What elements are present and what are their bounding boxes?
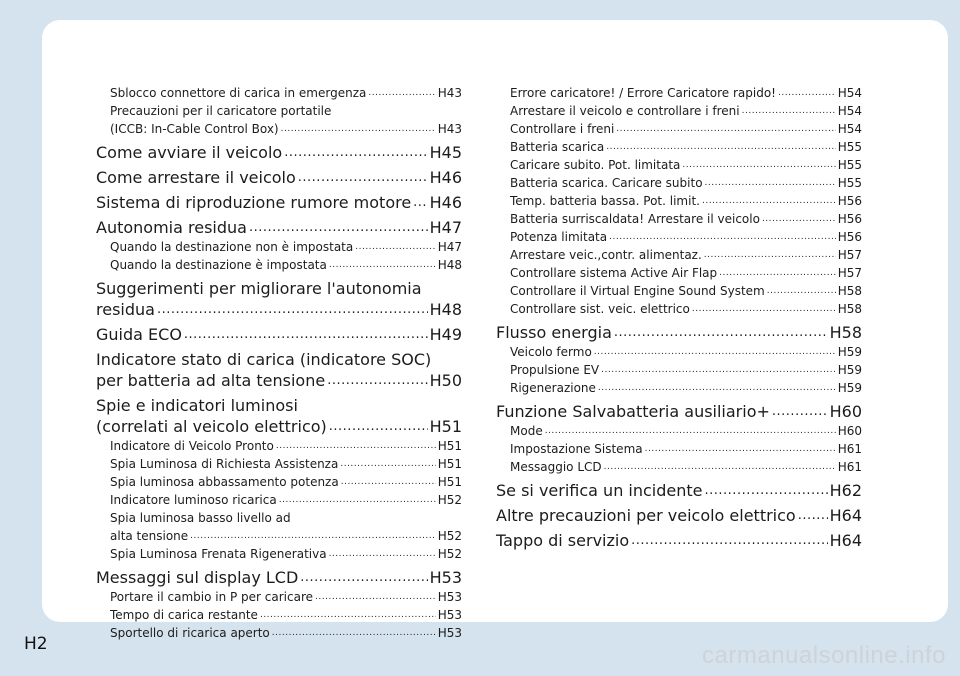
dot-leader [762, 208, 836, 228]
entry-page-number: H45 [429, 143, 462, 162]
entry-page-number: H52 [437, 529, 462, 543]
entry-page-number: H58 [837, 302, 862, 316]
entry-title: Quando la destinazione è impostata [110, 258, 327, 272]
dot-leader [329, 254, 436, 274]
entry-page-number: H59 [837, 363, 862, 377]
dot-leader [598, 377, 836, 397]
entry-title: Come arrestare il veicolo [96, 168, 296, 187]
dot-leader [798, 503, 828, 526]
entry-page-number: H58 [837, 284, 862, 298]
entry-title: Spia luminosa abbassamento potenza [110, 475, 339, 489]
entry-title: Sblocco connettore di carica in emergenza [110, 86, 367, 100]
toc-subsection-entry[interactable] [496, 379, 862, 397]
dot-leader [702, 190, 836, 210]
toc-section-entry[interactable] [496, 505, 862, 526]
dot-leader [260, 604, 436, 624]
dot-leader [682, 154, 835, 174]
toc-subsection-entry[interactable] [96, 545, 462, 563]
entry-page-number: H57 [837, 266, 862, 280]
entry-title: Altre precauzioni per veicolo elettrico [496, 506, 796, 525]
toc-section-entry[interactable] [96, 299, 462, 320]
dot-leader [609, 226, 836, 246]
dot-leader [329, 414, 428, 437]
entry-page-number: H52 [437, 547, 462, 561]
entry-page-number: H62 [829, 481, 862, 500]
entry-title: Propulsione EV [510, 363, 600, 377]
toc-heading-line[interactable]: Precauzioni per il caricatore portatile [110, 104, 332, 118]
entry-title: Controllare sist. veic. elettrico [510, 302, 690, 316]
entry-page-number: H56 [837, 194, 862, 208]
toc-section-entry[interactable] [96, 142, 462, 163]
entry-title: (correlati al veicolo elettrico) [96, 417, 327, 436]
dot-leader [772, 399, 828, 422]
entry-title: Messaggio LCD [510, 460, 602, 474]
entry-page-number: H59 [837, 345, 862, 359]
entry-page-number: H53 [429, 568, 462, 587]
entry-title: Quando la destinazione non è impostata [110, 240, 354, 254]
entry-page-number: H60 [829, 402, 862, 421]
dot-leader [692, 298, 836, 318]
toc-section-entry[interactable] [96, 416, 462, 437]
entry-title: Mode [510, 424, 543, 438]
dot-leader [190, 525, 436, 545]
entry-page-number: H43 [437, 86, 462, 100]
entry-page-number: H61 [837, 442, 862, 456]
dot-leader [355, 236, 435, 256]
dot-leader [545, 420, 836, 440]
dot-leader [341, 471, 436, 491]
dot-leader [704, 244, 836, 264]
entry-page-number: H64 [829, 506, 862, 525]
toc-heading-line[interactable]: Suggerimenti per migliorare l'autonomia [96, 279, 422, 298]
entry-page-number: H46 [429, 193, 462, 212]
entry-page-number: H61 [837, 460, 862, 474]
entry-title: Messaggi sul display LCD [96, 568, 299, 587]
entry-page-number: H54 [837, 86, 862, 100]
entry-title: Impostazione Sistema [510, 442, 643, 456]
dot-leader [276, 435, 436, 455]
entry-page-number: H51 [437, 457, 462, 471]
dot-leader [300, 565, 427, 588]
entry-title: Potenza limitata [510, 230, 608, 244]
entry-page-number: H56 [837, 212, 862, 226]
entry-title: Guida ECO [96, 325, 182, 344]
dot-leader [705, 478, 828, 501]
entry-title: Indicatore luminoso ricarica [110, 493, 277, 507]
toc-section-entry[interactable] [96, 567, 462, 588]
entry-title: (ICCB: In-Cable Control Box) [110, 122, 279, 136]
entry-title: Se si verifica un incidente [496, 481, 703, 500]
entry-title: Batteria surriscaldata! Arrestare il veicolo [510, 212, 760, 226]
entry-page-number: H52 [437, 493, 462, 507]
entry-page-number: H55 [837, 140, 862, 154]
entry-title: alta tensione [110, 529, 189, 543]
dot-leader [767, 280, 836, 300]
toc-section-entry[interactable] [96, 324, 462, 345]
entry-title: residua [96, 300, 155, 319]
entry-title: Rigenerazione [510, 381, 596, 395]
watermark: carmanualsonline.info [702, 642, 946, 669]
entry-title: Caricare subito. Pot. limitata [510, 158, 681, 172]
entry-page-number: H47 [429, 218, 462, 237]
dot-leader [279, 489, 436, 509]
page-number: H2 [24, 634, 48, 654]
toc-section-entry[interactable] [496, 530, 862, 551]
entry-page-number: H48 [429, 300, 462, 319]
entry-page-number: H60 [837, 424, 862, 438]
entry-title: Come avviare il veicolo [96, 143, 283, 162]
entry-page-number: H54 [837, 104, 862, 118]
entry-page-number: H57 [837, 248, 862, 262]
toc-section-entry[interactable] [496, 480, 862, 501]
dot-leader [778, 82, 836, 102]
dot-leader [315, 586, 436, 606]
entry-page-number: H51 [437, 475, 462, 489]
entry-page-number: H55 [837, 176, 862, 190]
entry-title: Flusso energia [496, 323, 612, 342]
dot-leader [281, 118, 436, 138]
entry-title: Sistema di riproduzione rumore motore [96, 193, 412, 212]
toc-subsection-entry[interactable] [96, 624, 462, 642]
dot-leader [594, 341, 836, 361]
entry-page-number: H58 [829, 323, 862, 342]
toc-section-entry[interactable] [96, 192, 462, 213]
toc-left-column [96, 84, 462, 642]
dot-leader [184, 322, 428, 345]
toc-right-column [496, 84, 862, 551]
entry-page-number: H59 [837, 381, 862, 395]
entry-title: Controllare i freni [510, 122, 615, 136]
entry-page-number: H53 [437, 626, 462, 640]
dot-leader [368, 82, 435, 102]
dot-leader [157, 297, 428, 320]
dot-leader [413, 190, 427, 213]
toc-section-entry[interactable] [96, 167, 462, 188]
entry-title: Autonomia residua [96, 218, 247, 237]
dot-leader [742, 100, 836, 120]
entry-title: Funzione Salvabatteria ausiliario+ [496, 402, 770, 421]
entry-title: Temp. batteria bassa. Pot. limit. [510, 194, 700, 208]
entry-page-number: H64 [829, 531, 862, 550]
entry-page-number: H53 [437, 608, 462, 622]
entry-title: Sportello di ricarica aperto [110, 626, 270, 640]
entry-title: Batteria scarica. Caricare subito [510, 176, 703, 190]
toc-heading-line[interactable]: Spie e indicatori luminosi [96, 396, 298, 415]
entry-page-number: H56 [837, 230, 862, 244]
entry-page-number: H55 [837, 158, 862, 172]
entry-title: Tempo di carica restante [110, 608, 258, 622]
dot-leader [645, 438, 836, 458]
dot-leader [298, 165, 428, 188]
dot-leader [340, 453, 435, 473]
entry-page-number: H54 [837, 122, 862, 136]
dot-leader [614, 320, 828, 343]
toc-subsection-entry[interactable] [96, 84, 462, 102]
entry-title: Controllare sistema Active Air Flap [510, 266, 718, 280]
entry-title: Batteria scarica [510, 140, 605, 154]
dot-leader [631, 528, 828, 551]
dot-leader [604, 456, 836, 476]
toc-subsection-entry[interactable] [496, 458, 862, 476]
entry-title: Indicatore di Veicolo Pronto [110, 439, 274, 453]
dot-leader [272, 622, 436, 642]
dot-leader [329, 543, 436, 563]
entry-page-number: H49 [429, 325, 462, 344]
dot-leader [249, 215, 428, 238]
dot-leader [705, 172, 836, 192]
dot-leader [719, 262, 836, 282]
toc-section-entry[interactable] [96, 217, 462, 238]
entry-page-number: H51 [429, 417, 462, 436]
toc-section-entry[interactable] [496, 322, 862, 343]
entry-title: Controllare il Virtual Engine Sound System [510, 284, 765, 298]
entry-page-number: H51 [437, 439, 462, 453]
toc-subsection-entry[interactable] [96, 491, 462, 509]
entry-title: Spia Luminosa Frenata Rigenerativa [110, 547, 327, 561]
toc-section-entry[interactable] [496, 401, 862, 422]
entry-title: Veicolo fermo [510, 345, 592, 359]
toc-subsection-entry[interactable] [96, 256, 462, 274]
toc-subsection-entry[interactable] [496, 300, 862, 318]
entry-title: Errore caricatore! / Errore Caricatore rapido! [510, 86, 776, 100]
entry-title: Tappo di servizio [496, 531, 630, 550]
entry-page-number: H43 [437, 122, 462, 136]
entry-page-number: H46 [429, 168, 462, 187]
toc-subsection-entry[interactable] [96, 120, 462, 138]
dot-leader [616, 118, 835, 138]
entry-title: Arrestare veic.,contr. alimentaz. [510, 248, 702, 262]
toc-section-entry[interactable] [96, 370, 462, 391]
entry-page-number: H53 [437, 590, 462, 604]
entry-title: Portare il cambio in P per caricare [110, 590, 314, 604]
toc-heading-line[interactable]: Spia luminosa basso livello ad [110, 511, 291, 525]
entry-title: Arrestare il veicolo e controllare i freni [510, 104, 740, 118]
toc-heading-line[interactable]: Indicatore stato di carica (indicatore SOC) [96, 350, 432, 369]
dot-leader [601, 359, 836, 379]
dot-leader [284, 140, 427, 163]
entry-title: Spia Luminosa di Richiesta Assistenza [110, 457, 339, 471]
dot-leader [606, 136, 835, 156]
dot-leader [327, 368, 427, 391]
entry-page-number: H48 [437, 258, 462, 272]
entry-title: per batteria ad alta tensione [96, 371, 326, 390]
entry-page-number: H50 [429, 371, 462, 390]
entry-page-number: H47 [437, 240, 462, 254]
